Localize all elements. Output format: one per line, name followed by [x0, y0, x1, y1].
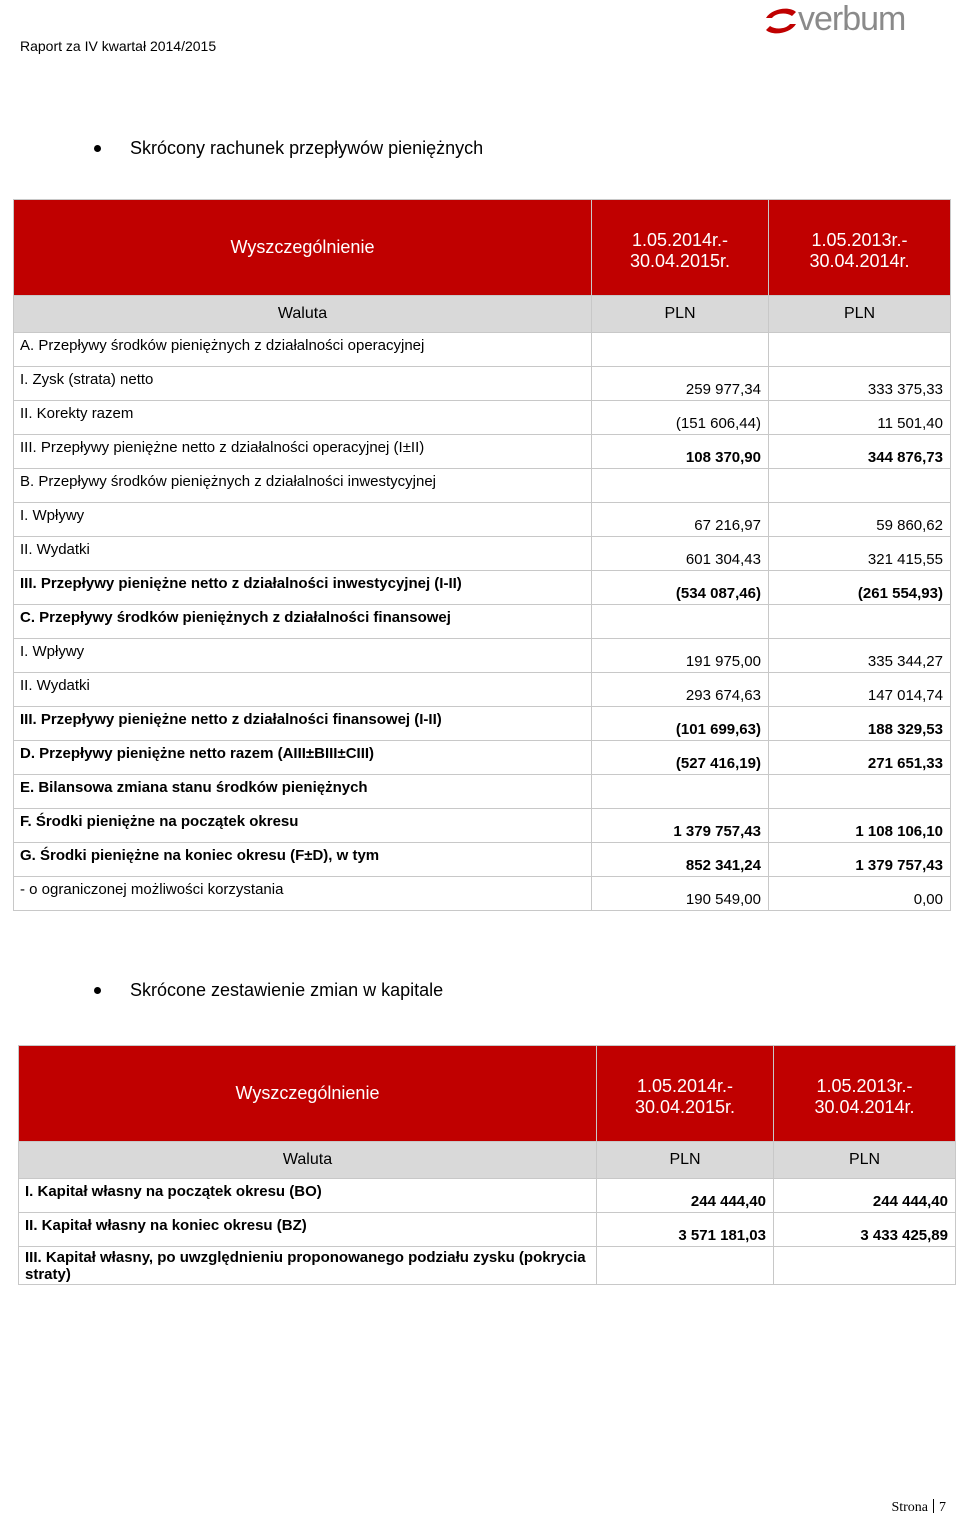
- bullet-icon: [94, 987, 101, 994]
- currency-value: PLN: [774, 1142, 956, 1179]
- section-heading-equity: Skrócone zestawienie zmian w kapitale: [94, 980, 443, 1001]
- column-header-description: Wyszczególnienie: [19, 1046, 597, 1142]
- currency-value: PLN: [592, 296, 769, 333]
- report-title: Raport za IV kwartał 2014/2015: [20, 38, 217, 54]
- verbum-logo: verbum: [762, 4, 952, 40]
- currency-value: PLN: [769, 296, 951, 333]
- page-label: Strona: [891, 1500, 928, 1515]
- table-row: C. Przepływy środków pieniężnych z działalności finansowej: [14, 605, 951, 639]
- column-header-period-current: 1.05.2014r.- 30.04.2015r.: [592, 200, 769, 296]
- table-row: A. Przepływy środków pieniężnych z działalności operacyjnej: [14, 333, 951, 367]
- column-header-period-previous: 1.05.2013r.- 30.04.2014r.: [774, 1046, 956, 1142]
- currency-row: [19, 1142, 956, 1179]
- section-heading-cashflow: Skrócony rachunek przepływów pieniężnych: [94, 138, 483, 159]
- column-header-description: Wyszczególnienie: [14, 200, 592, 296]
- currency-value: PLN: [597, 1142, 774, 1179]
- table-row: III. Przepływy pieniężne netto z działalności finansowej (I-II) (101 699,63) 188 329,53: [14, 707, 951, 741]
- table-row: II. Wydatki 293 674,63 147 014,74: [14, 673, 951, 707]
- column-header-period-current: 1.05.2014r.- 30.04.2015r.: [597, 1046, 774, 1142]
- table-row: D. Przepływy pieniężne netto razem (AIII±BIII±CIII) (527 416,19) 271 651,33: [14, 741, 951, 775]
- table-row: F. Środki pieniężne na początek okresu 1 379 757,43 1 108 106,10: [14, 809, 951, 843]
- equity-table: [18, 1045, 956, 1285]
- table-row: III. Kapitał własny, po uwzględnieniu proponowanego podziału zysku (pokrycia straty): [19, 1247, 956, 1285]
- table-row: III. Przepływy pieniężne netto z działalności operacyjnej (I±II) 108 370,90 344 876,73: [14, 435, 951, 469]
- table-row: I. Wpływy 191 975,00 335 344,27: [14, 639, 951, 673]
- logo-swoosh-icon: [762, 4, 802, 40]
- table-row: B. Przepływy środków pieniężnych z działalności inwestycyjnej: [14, 469, 951, 503]
- table-row: I. Wpływy 67 216,97 59 860,62: [14, 503, 951, 537]
- footer-separator: [933, 1499, 934, 1513]
- table-row: G. Środki pieniężne na koniec okresu (F±D), w tym 852 341,24 1 379 757,43: [14, 843, 951, 877]
- bullet-icon: [94, 145, 101, 152]
- table-row: I. Zysk (strata) netto 259 977,34 333 375,33: [14, 367, 951, 401]
- column-header-period-previous: 1.05.2013r.- 30.04.2014r.: [769, 200, 951, 296]
- table-row: I. Kapitał własny na początek okresu (BO) 244 444,40 244 444,40: [19, 1179, 956, 1213]
- currency-row: [14, 296, 951, 333]
- table-row: II. Wydatki 601 304,43 321 415,55: [14, 537, 951, 571]
- table-header-row: [19, 1046, 956, 1142]
- table-row: III. Przepływy pieniężne netto z działalności inwestycyjnej (I-II) (534 087,46) (261 554,93): [14, 571, 951, 605]
- table-row: - o ograniczonej możliwości korzystania 190 549,00 0,00: [14, 877, 951, 911]
- currency-label: Waluta: [14, 296, 592, 333]
- cashflow-table: [13, 199, 951, 911]
- table-row: E. Bilansowa zmiana stanu środków pieniężnych: [14, 775, 951, 809]
- page-footer: [891, 1499, 946, 1516]
- currency-label: Waluta: [19, 1142, 597, 1179]
- page-number: 7: [939, 1500, 946, 1515]
- table-row: II. Korekty razem (151 606,44) 11 501,40: [14, 401, 951, 435]
- table-header-row: [14, 200, 951, 296]
- table-row: II. Kapitał własny na koniec okresu (BZ) 3 571 181,03 3 433 425,89: [19, 1213, 956, 1247]
